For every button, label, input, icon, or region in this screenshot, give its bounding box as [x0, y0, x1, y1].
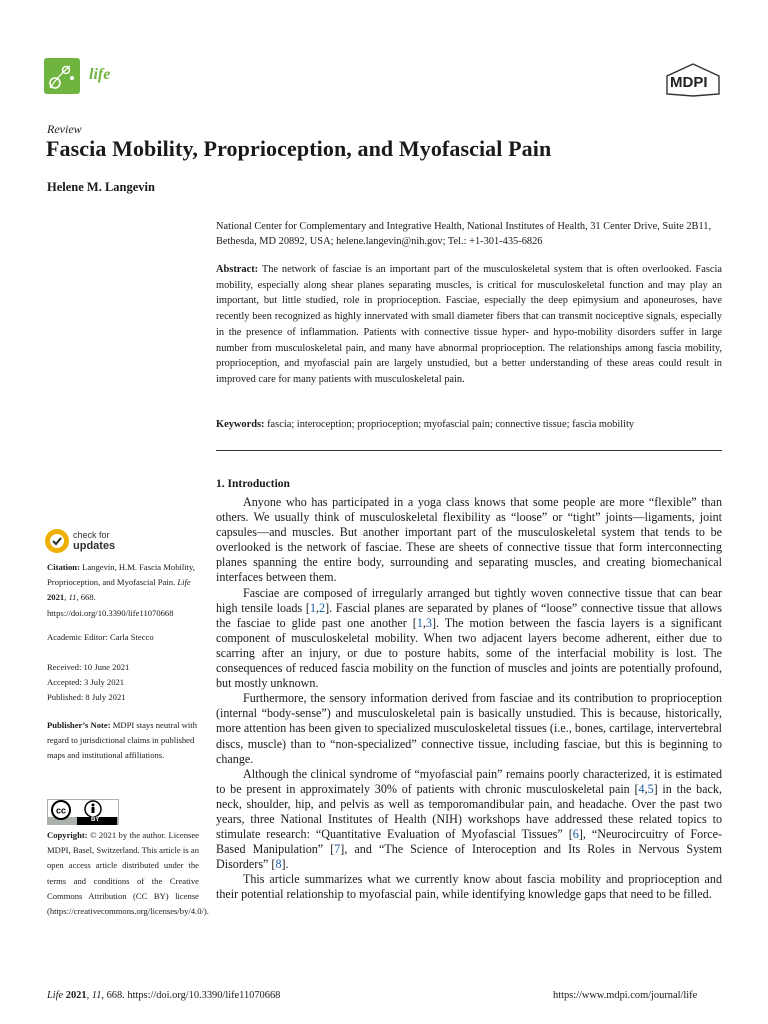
footer-doi: , 668. https://doi.org/10.3390/life11070668 — [101, 990, 281, 1001]
journal-logo — [44, 58, 80, 94]
cc-license-badge[interactable] — [47, 799, 119, 825]
citation-link[interactable]: 1 — [309, 600, 317, 615]
published-date: Published: 8 July 2021 — [47, 692, 126, 703]
paragraph: Anyone who has participated in a yoga class knows that some people are more “flexible” than others. We usually think of musculoskeletal flexibility as “loose” or “tight” joints—ligaments, joint capsules—and muscles. But another important part of the musculoskeletal system that tends to be overlooked is the network of fasciae. These are sheets of connective tissue that form interconnecting planes spanning the entire body, surrounding and separating muscles, and creating biomechanical interfaces between them. — [216, 495, 722, 585]
keywords-text: fascia; interoception; proprioception; myofascial pain; connective tissue; fascia mobility — [267, 419, 635, 430]
abstract-text: The network of fasciae is an important part of the musculoskeletal system that is often overlooked. Fascia mobility, especially along shear planes separating muscles, is critical for musculoskeletal function and may play an important, but little studied, role in proprioception. Fasciae, especially the deep epimysium and aponeuroses, have recently been recognized as highly innervated with small diameter fibers that can transmit nociceptive signals, especially in the presence of inflammation. Patients with connective tissue hyper- and hypo-mobility disorders suffer in large number from musculoskeletal pain, and many have abnormal proprioception. The relationships among fascia mobility, proprioception, and myofascial pain are largely unstudied, but a better understanding of these areas could result in improved care for many patients with musculoskeletal pain. — [216, 264, 722, 385]
citation-link[interactable]: 1 — [416, 615, 423, 630]
citation-text: Langevin, H.M. Fascia Mobility, Proprioception, and Myofascial Pain. — [47, 562, 195, 588]
journal-logo-icon — [44, 58, 80, 94]
paragraph: Furthermore, the sensory information derived from fasciae and its contribution to proprioception (internal “body-sense”) and musculoskeletal pain is basically unstudied. This is because, historically, more attention has been given to specialized musculoskeletal tissues (i.e., bones, cartilage, intervertebral discs, muscle) than to “non-specialized” connective tissue, including fasciae, but this is beginning to change. — [216, 691, 722, 766]
divider — [216, 450, 722, 451]
footer-journal: Life — [47, 990, 64, 1001]
citation-journal: Life — [177, 577, 191, 588]
citation-link[interactable]: 7 — [334, 842, 341, 857]
copyright-block — [47, 828, 209, 919]
footer-citation: Life 2021, 11, 668. https://doi.org/10.3390/life11070668 — [47, 990, 281, 1001]
publisher-note-label: Publisher’s Note: — [47, 720, 111, 730]
cc-by-icon — [47, 799, 119, 825]
body-text — [216, 495, 722, 903]
citation-link[interactable]: 2 — [319, 600, 326, 615]
check-line1: check for — [73, 530, 110, 540]
check-updates-icon — [44, 528, 70, 554]
mdpi-logo-text: MDPI — [670, 74, 708, 91]
citation-year: 2021 — [47, 592, 65, 603]
author-name: Helene M. Langevin — [47, 180, 155, 194]
check-for-updates-badge[interactable] — [44, 528, 164, 556]
article-type: Review — [47, 122, 82, 136]
paragraph: Although the clinical syndrome of “myofascial pain” remains poorly characterized, it is estimated to be present in approximately 30% of patients with chronic musculoskeletal pain [4,5] in the back, neck, shoulder, hip, and pelvis as well as temporomandibular pain, and headache. Over the past two years, three National Institutes of Health (NIH) workshops have addressed these related topics to stimulate research: “Quantitative Evaluation of Myofascial Tissues” [6], “Neurocircuitry of Force-Based Manipulation” [7], and “The Science of Interoception and Its Roles in Nervous System Disorders” [8]. — [216, 766, 722, 872]
abstract — [216, 262, 722, 388]
affiliation: National Center for Complementary and Integrative Health, National Institutes of Health, 31 Center Drive, Suite 2B11, Bethesda, MD 20892, USA; helene.langevin@nih.gov; Tel.: +1-301-435-6826 — [216, 221, 712, 247]
citation-link[interactable]: 3 — [425, 615, 432, 630]
svg-text:cc: cc — [55, 805, 67, 816]
copyright-label: Copyright: — [47, 830, 88, 840]
journal-name: life — [89, 66, 111, 83]
section-heading: 1. Introduction — [216, 478, 290, 490]
academic-editor: Academic Editor: Carla Stecco — [47, 632, 154, 642]
cc-label: BY — [91, 817, 100, 823]
check-line2: updates — [73, 540, 116, 552]
citation-block: Citation: Langevin, H.M. Fascia Mobility, Proprioception, and Myofascial Pain. Life 2021, 11, 668. https://doi.org/10.3390/life11070668 — [47, 562, 195, 618]
received-date: Received: 10 June 2021 — [47, 662, 130, 672]
citation-volume: 11 — [68, 592, 77, 603]
citation-link[interactable]: 5 — [647, 781, 654, 796]
citation-link[interactable]: 6 — [572, 827, 579, 842]
publisher-note — [47, 718, 199, 764]
paragraph: This article summarizes what we currently know about fascia mobility and proprioception and their potential relationship to myofascial pain, while identifying knowledge gaps that need to be filled. — [216, 872, 722, 902]
article-title: Fascia Mobility, Proprioception, and Myofascial Pain — [46, 136, 552, 161]
footer-volume: 11 — [91, 990, 102, 1001]
mdpi-logo — [662, 62, 724, 98]
keywords-label: Keywords: — [216, 419, 265, 430]
keywords — [216, 417, 726, 432]
citation-link[interactable]: 8 — [275, 857, 282, 872]
accepted-date: Accepted: 3 July 2021 — [47, 677, 125, 688]
citation-doi: , 668. https://doi.org/10.3390/life11070668 — [47, 592, 174, 618]
citation-link[interactable]: 4 — [638, 781, 645, 796]
footer-year: 2021 — [65, 990, 87, 1001]
citation-label: Citation: — [47, 562, 80, 572]
dates-block — [47, 660, 199, 706]
publisher-note-text: MDPI stays neutral with regard to jurisdictional claims in published maps and institutional affiliations. — [47, 720, 197, 761]
journal-url[interactable]: https://www.mdpi.com/journal/life — [553, 990, 698, 1001]
abstract-label: Abstract: — [216, 264, 259, 275]
copyright-text: © 2021 by the author. Licensee MDPI, Basel, Switzerland. This article is an open access article distributed under the terms and conditions of the Creative Commons Attribution (CC BY) license (https://creativecommons.org/licenses/by/4.0/). — [47, 830, 209, 917]
paragraph: Fasciae are composed of irregularly arranged but tightly woven connective tissue that can bear high tensile loads [1,2]. Fascial planes are separated by planes of “loose” connective tissue that allows the fasciae to glide past one another [1,3]. The motion between the fascia layers is a significant component of musculoskeletal mobility. When two adjacent layers become adherent, either due to scarring after an injury, or due to posture habits, some of the interfacial mobility is lost. The consequences of reduced fascia mobility on the function of muscles and joints are potentially profound, but mostly unknown. — [216, 585, 722, 691]
